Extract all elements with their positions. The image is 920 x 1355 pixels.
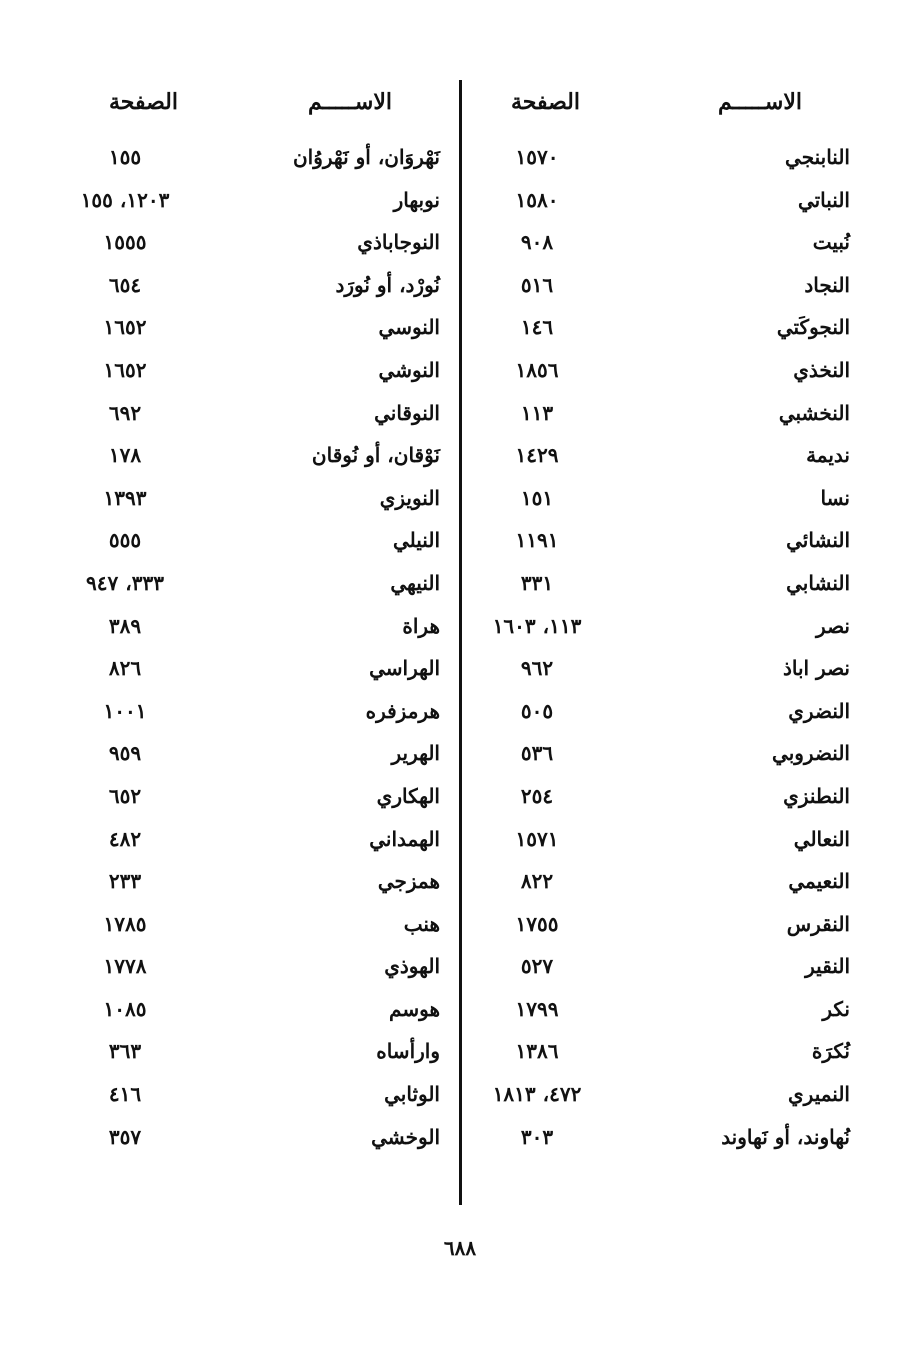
entry-name: الهوذي — [384, 954, 440, 979]
page-header: الصفحة — [108, 89, 178, 115]
entry-name: النخشبي — [778, 400, 850, 425]
entry-page: ١٥٥ — [108, 145, 142, 169]
entry-page: ١٠٨٥ — [103, 996, 147, 1021]
entry-page: ١٨٥٦ — [515, 357, 559, 382]
entry-name: النويزي — [379, 485, 440, 510]
entry-page: ٥٢٧ — [520, 954, 554, 979]
index-entry — [470, 1030, 850, 1073]
entry-page: ١٤٢٩ — [515, 443, 559, 468]
entry-page: ١٤٦ — [520, 315, 554, 340]
entry-name: نصر — [816, 613, 850, 638]
entry-name: الهمداني — [369, 826, 440, 851]
entry-name: وارأساه — [376, 1039, 440, 1064]
entry-name: النميري — [788, 1082, 850, 1107]
index-entry — [470, 434, 850, 477]
entry-page: ٦٩٢ — [108, 400, 142, 425]
index-entry — [470, 349, 850, 392]
entry-page: ١٧٨٥ — [103, 911, 147, 936]
entry-page: ١٥٨٠ — [515, 187, 559, 212]
entry-page: ١٥٥٥ — [103, 230, 147, 255]
entry-page: ٥١٦ — [520, 272, 554, 297]
entry-page: ١٥٧٠ — [515, 145, 559, 169]
entry-name: الهكاري — [376, 783, 440, 808]
entry-name: النوسي — [378, 315, 440, 340]
entry-page: ١٥٧١ — [515, 826, 559, 851]
entry-page: ١٢٠٣، ١٥٥ — [80, 187, 170, 212]
entry-page: ٣٣١ — [520, 570, 554, 595]
entry-page: ٤٨٢ — [108, 826, 142, 851]
entry-name: النطنزي — [783, 783, 850, 808]
entry-page: ١٦٥٢ — [103, 357, 147, 382]
entry-name: النيهي — [390, 570, 440, 595]
entry-name: نُهاوند، أو نَهاوند — [721, 1124, 850, 1149]
entry-name: النجوكَتي — [776, 315, 850, 340]
entry-name: النعالي — [793, 826, 850, 851]
right-column — [470, 84, 850, 1158]
index-entry — [470, 519, 850, 562]
entry-page: ٨٢٦ — [108, 656, 142, 681]
entry-name: همزجي — [377, 869, 440, 894]
entry-page: ٨٢٢ — [520, 869, 554, 894]
index-entry — [70, 1073, 450, 1116]
index-entry — [470, 1116, 850, 1159]
entry-name: هرمزفره — [365, 698, 440, 723]
entry-page: ٥٥٥ — [108, 528, 142, 553]
entry-name: النجاد — [804, 272, 850, 297]
index-entry — [470, 136, 850, 179]
page-header: الصفحة — [510, 89, 580, 115]
entry-page: ٤٧٢، ١٨١٣ — [492, 1082, 582, 1107]
entry-page: ٣٣٣، ٩٤٧ — [86, 570, 164, 595]
entry-name: هراة — [402, 613, 440, 638]
entry-page: ٣٨٩ — [108, 613, 142, 638]
index-entry — [470, 988, 850, 1031]
index-entry — [70, 306, 450, 349]
entry-page: ٩٦٢ — [520, 656, 554, 681]
entry-name: النوجاباذي — [357, 230, 440, 255]
entry-page: ١٧٧٨ — [103, 954, 147, 979]
entry-page: ٣٦٣ — [108, 1039, 142, 1064]
entry-page: ٦٥٢ — [108, 783, 142, 808]
index-entry — [470, 264, 850, 307]
entry-name: نُورْد، أو نُورَد — [335, 272, 440, 297]
index-entry — [70, 264, 450, 307]
entry-page: ٦٥٤ — [108, 272, 142, 297]
entry-name: الوثابي — [384, 1082, 440, 1107]
index-entry — [70, 1030, 450, 1073]
index-entry — [70, 690, 450, 733]
index-entry — [470, 306, 850, 349]
entry-name: نَهْروَان، أو نَهْروُان — [292, 145, 440, 169]
entry-name: النخذي — [793, 357, 850, 382]
index-entry — [70, 221, 450, 264]
index-entry — [470, 945, 850, 988]
entry-name: نديمة — [806, 443, 850, 468]
index-entry — [70, 818, 450, 861]
left-column — [70, 84, 450, 1158]
entry-page: ٤١٦ — [108, 1082, 142, 1107]
right-column-header — [470, 84, 850, 136]
index-entry — [70, 1116, 450, 1159]
entry-page: ١١٣، ١٦٠٣ — [492, 613, 582, 638]
entry-name: الهرير — [391, 741, 440, 766]
entry-name: الهراسي — [369, 656, 440, 681]
index-entry — [70, 434, 450, 477]
index-entry — [470, 1073, 850, 1116]
index-entry — [70, 477, 450, 520]
entry-name: نصر اباذ — [782, 656, 850, 681]
entry-name: النباتي — [797, 187, 850, 212]
entry-page: ٢٥٤ — [520, 783, 554, 808]
entry-page: ٣٠٣ — [520, 1124, 554, 1149]
index-entry — [470, 860, 850, 903]
left-column-rows — [70, 136, 450, 1158]
entry-name: نَوْقان، أو نُوقان — [311, 443, 440, 468]
entry-page: ١١٩١ — [515, 528, 559, 553]
index-entry — [70, 988, 450, 1031]
index-entry — [70, 647, 450, 690]
entry-name: نسا — [820, 485, 850, 510]
index-entry — [70, 860, 450, 903]
entry-name: النعيمي — [788, 869, 850, 894]
page-number: ٦٨٨ — [443, 1236, 477, 1260]
entry-name: النوشي — [378, 357, 440, 382]
index-entry — [70, 605, 450, 648]
entry-page: ٩٠٨ — [520, 230, 554, 255]
name-header: الاســـــم — [718, 89, 802, 115]
entry-page: ١٣٨٦ — [515, 1039, 559, 1064]
index-entry — [70, 903, 450, 946]
index-entry — [470, 392, 850, 435]
entry-page: ١٠٠١ — [103, 698, 147, 723]
entry-name: النيلي — [392, 528, 440, 553]
entry-page: ١٦٥٢ — [103, 315, 147, 340]
column-divider — [459, 80, 462, 1205]
index-entry — [470, 732, 850, 775]
entry-page: ١٧٥٥ — [515, 911, 559, 936]
entry-page: ١٥١ — [520, 485, 554, 510]
index-entry — [70, 392, 450, 435]
index-entry — [70, 732, 450, 775]
index-entry — [70, 945, 450, 988]
index-entry — [470, 221, 850, 264]
index-entry — [470, 818, 850, 861]
index-entry — [70, 179, 450, 222]
index-entry — [470, 477, 850, 520]
right-column-rows — [470, 136, 850, 1158]
index-entry — [470, 179, 850, 222]
entry-page: ١٧٩٩ — [515, 996, 559, 1021]
entry-name: النوقاني — [374, 400, 440, 425]
entry-page: ٥٠٥ — [520, 698, 554, 723]
index-entry — [470, 775, 850, 818]
entry-name: النابنجي — [785, 145, 850, 169]
entry-name: نُبيت — [812, 230, 850, 255]
entry-page: ١٧٨ — [108, 443, 142, 468]
index-entry — [70, 136, 450, 179]
index-entry — [70, 349, 450, 392]
entry-page: ١١٣ — [520, 400, 554, 425]
entry-name: نوبهار — [393, 187, 440, 212]
index-entry — [70, 562, 450, 605]
index-entry — [470, 690, 850, 733]
name-header: الاســـــم — [308, 89, 392, 115]
entry-name: النقير — [805, 954, 850, 979]
entry-page: ٥٣٦ — [520, 741, 554, 766]
entry-name: هوسم — [389, 996, 440, 1021]
entry-name: النشائي — [786, 528, 850, 553]
entry-name: النشابي — [786, 570, 850, 595]
entry-page: ٢٣٣ — [108, 869, 142, 894]
entry-name: هنب — [403, 911, 440, 936]
index-entry — [470, 562, 850, 605]
entry-name: نكر — [822, 996, 850, 1021]
entry-page: ٩٥٩ — [108, 741, 142, 766]
entry-name: النضري — [788, 698, 850, 723]
entry-name: الوخشي — [371, 1124, 440, 1149]
index-entry — [70, 519, 450, 562]
entry-page: ١٣٩٣ — [103, 485, 147, 510]
index-entry — [470, 647, 850, 690]
index-entry — [470, 903, 850, 946]
entry-name: النضروبي — [772, 741, 850, 766]
index-entry — [70, 775, 450, 818]
entry-page: ٣٥٧ — [108, 1124, 142, 1149]
entry-name: النقرس — [786, 911, 850, 936]
left-column-header — [70, 84, 450, 136]
entry-name: نُكرَة — [811, 1039, 850, 1064]
index-entry — [470, 605, 850, 648]
